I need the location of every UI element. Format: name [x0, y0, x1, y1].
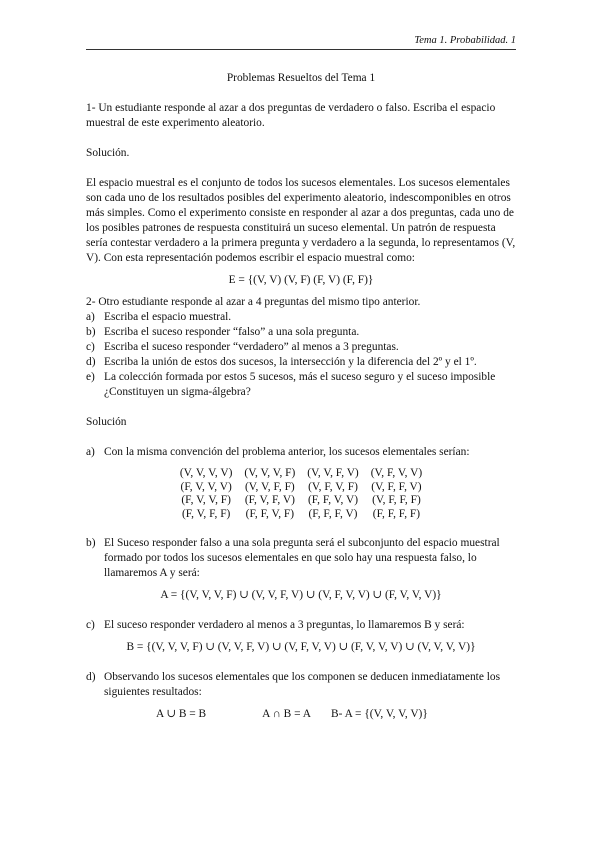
event-a-equation: A = {(V, V, V, F) ∪ (V, V, F, V) ∪ (V, F, V, V) ∪ (F, V, V, V)}	[160, 589, 442, 601]
page-title: Problemas Resueltos del Tema 1	[226, 72, 376, 84]
table-row: (F, V, F, F) (F, F, V, F) (F, F, F, V) (F, F, F, F)	[181, 507, 421, 520]
list-item: d) Escriba la unión de estos dos sucesos, la intersección y la diferencia del 2º y el 1º.	[86, 356, 477, 368]
problem-1-statement: 1- Un estudiante responde al azar a dos preguntas de verdadero o falso. Escriba el espacio muestral de este experimento aleatorio.	[86, 102, 496, 129]
document-body	[86, 71, 516, 722]
problem-2-solution-label: Solución	[86, 416, 127, 428]
problem-2-statement: 2- Otro estudiante responde al azar a 4 preguntas del mismo tipo anterior.	[86, 296, 421, 308]
solution-b: b) El Suceso responder falso a una sola pregunta será el subconjunto del espacio muestral formado por todos los sucesos elementales en que solo hay una respuesta falso, lo llamaremos A y será:	[86, 537, 500, 579]
list-item: a) Escriba el espacio muestral.	[86, 311, 232, 323]
difference-result: B- A = {(V, V, V, V)}	[331, 708, 428, 720]
problem-1-solution-text: El espacio muestral es el conjunto de todos los sucesos elementales. Los sucesos elementales son cada uno de los resultados posibles del experimento aleatorio, indescomponibles en otros más simples. Como el experimento consiste en responder al azar a dos preguntas, cada uno de los posibles patrones de respuesta constituirá un suceso elemental. Un patrón de respuesta sería contestar verdadero a la primera pregunta y verdadero a la segunda, lo representamos (V, V). Con esta representación podemos escribir el espacio muestral como:	[86, 177, 516, 264]
table-row: (F, V, V, V) (V, V, F, F) (V, F, V, F) (V, F, F, V)	[180, 480, 422, 493]
header-rule	[86, 49, 516, 50]
set-operations-results	[86, 707, 516, 722]
solution-d: d) Observando los sucesos elementales que los componen se deducen inmediatamente los siguientes resultados:	[86, 671, 501, 698]
intersection-result: A ∩ B = A	[262, 708, 311, 720]
table-row: (V, V, V, V) (V, V, V, F) (V, V, F, V) (V, F, V, V)	[179, 467, 423, 479]
problem-1-solution-label: Solución.	[86, 147, 130, 159]
event-b-equation: B = {(V, V, V, F) ∪ (V, V, F, V) ∪ (V, F, V, V) ∪ (F, V, V, V) ∪ (V, V, V, V)}	[126, 641, 476, 653]
elementary-events-table	[174, 467, 428, 521]
union-result: A ∪ B = B	[156, 708, 207, 720]
list-item: e) La colección formada por estos 5 sucesos, más el suceso seguro y el suceso imposible ¿Constituyen un sigma-álgebra?	[86, 371, 496, 398]
table-row: (F, V, V, F) (F, V, F, V) (F, F, V, V) (V, F, F, F)	[181, 494, 421, 506]
running-header: Tema 1. Probabilidad. 1	[414, 35, 516, 46]
list-item: c) Escriba el suceso responder “verdadero” al menos a 3 preguntas.	[86, 341, 399, 353]
list-item: b) Escriba el suceso responder “falso” a una sola pregunta.	[86, 326, 360, 338]
solution-c: c) El suceso responder verdadero al menos a 3 preguntas, lo llamaremos B y será:	[86, 619, 465, 631]
problem-2-item-list	[86, 310, 516, 400]
sample-space-equation: E = {(V, V) (V, F) (F, V) (F, F)}	[228, 274, 374, 286]
solution-a: a) Con la misma convención del problema anterior, los sucesos elementales serían:	[86, 446, 470, 458]
